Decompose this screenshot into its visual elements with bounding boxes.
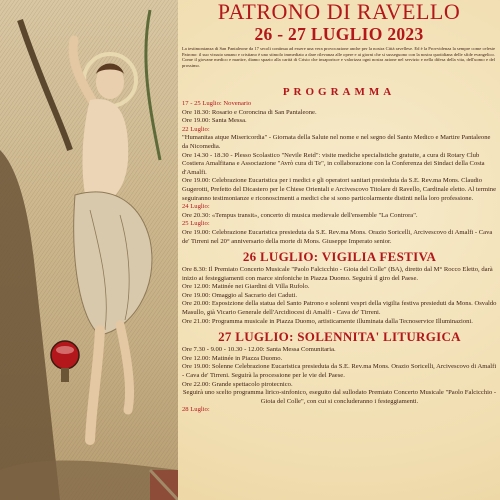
programma-heading: PROGRAMMA (282, 86, 396, 98)
vigilia-line: Ore 8.30: Il Premiato Concerto Musicale "Paolo Falcicchio - Gioia del Colle" (BA), diretto dal M° Rocco Eletto, darà inizio ai festeggiamenti con marce sinfoniche in Piazza Duomo. Seguirà il giro del Paese. (182, 266, 493, 282)
day22-line: "Humanitas atque Misericordia" - Giornata della Salute nel nome e nel segno del Santo Medico e Martire Pantaleone da Nicomedia. (182, 134, 491, 150)
closing-note: Seguirà uno scelto programma lirico-sinfonico, eseguito dal sullodato Premiato Concerto Musicale "Paolo Falcicchio - Gioia del Colle", con cui si concluderanno i festeggiamenti. (182, 389, 497, 405)
vigilia-line: Ore 20.00: Esposizione della statua del Santo Patrono e solenni vespri della vigilia festiva presieduti da Mons. Osvaldo Masullo, già Vicario Generale dell'Arcidiocesi di Amalfi - Cava de' Tirreni. (182, 300, 497, 317)
engraving-svg (0, 0, 178, 500)
vigilia-heading: 26 LUGLIO: VIGILIA FESTIVA (242, 249, 437, 265)
solennita-heading: 27 LUGLIO: SOLENNITA' LITURGICA (218, 329, 461, 345)
page-title: PATRONO DI RAVELLO (217, 0, 461, 24)
novenario-title: 17 - 25 Luglio: Novenario (182, 100, 252, 107)
day25-title: 25 Luglio: (182, 220, 210, 228)
solennita-line: Ore 12.00: Matinée in Piazza Duomo. (182, 354, 283, 362)
day22-title: 22 Luglio: (182, 125, 210, 133)
saint-pantaleone-engraving (0, 0, 178, 500)
day25-line: Ore 19.00: Celebrazione Eucaristica presieduta da S.E. Rev.ma Mons. Orazio Soricelli, Arcivescovo di Amalfi - Cava de' Tirreni nel 20° anniversario della morte di Mons. Giuseppe Imperato senior. (182, 228, 493, 245)
novenario-line: Ore 19.00: Santa Messa. (182, 117, 247, 125)
novenario-line: Ore 18.30: Rosario e Coroncina di San Pantaleone. (182, 108, 317, 116)
day24-line: Ore 20.30: «Tempus transit», concerto di musica medievale dell'ensemble "La Controra". (182, 211, 418, 219)
day28-title: 28 Luglio: (182, 406, 210, 414)
orb-icon (51, 341, 79, 369)
intro-text: La testimonianza di San Pantaleone da 17 secoli continua ad essere una vera provocazione anche per la nostra Città ravellese. Ed è la Provvidenza la sempre come celeste Patrono: il suo vissuto umano e cristiano è uno stimolo immediato a dare rilevanza alle opere e ai giorni che si susseguono con la nostra quotidiana delle sfide evangelico. Come il giovane medico e martire, diamo spazio alla carità di Cristo che insaporisce e valorizza ogni nostra azione nel servizio e nella difesa della vita, dell'uomo e del prossimo. (182, 46, 495, 68)
solennita-line: Ore 19.00: Solenne Celebrazione Eucaristica presieduta da S.E. Rev.ma Mons. Orazio Soricelli, Arcivescovo di Amalfi - Cava de' Tirreni. Seguirà la processione per le vie del Paese. (182, 363, 497, 380)
vigilia-line: Ore 19.00: Omaggio al Sacrario dei Caduti. (182, 291, 297, 299)
vigilia-line: Ore 12.00: Matinée nei Giardini di Villa Rufolo. (182, 283, 310, 291)
solennita-line: Ore 7.30 - 9.00 - 10.30 - 12.00: Santa Messa Comunitaria. (182, 346, 336, 354)
day22-line: Ore 14.30 - 18.30 - Plesso Scolastico "Nevile Reid": visite mediche specialistiche gratuite, a cura di Rotary Club Costiera Amalfitana e Associazione "Avrò cura di Te", in collaborazione con la Conferenza dei Sindaci della Costa d'Amalfi. (182, 151, 485, 176)
day24-title: 24 Luglio: (182, 203, 210, 211)
event-dates: 26 - 27 LUGLIO 2023 (254, 24, 424, 44)
day22-line: Ore 19.00: Celebrazione Eucaristica per i medici e gli operatori sanitari presieduta da S.E. Rev.ma Mons. Claudio Gugerotti, Prefetto del Dicastero per le Chiese Orientali e Arcivescovo Titolare di Ravello, Cardinale eletto. Al termine seguiranno testimonianze e riconoscimenti a medici che si sono particolarmente distinti nella loro professione. (182, 177, 497, 202)
program-content (182, 100, 497, 415)
vigilia-line: Ore 21.00: Programma musicale in Piazza Duomo, artisticamente illuminata dalla Tecnoservice Illuminazioni. (182, 317, 473, 325)
solennita-line: Ore 22.00: Grande spettacolo pirotecnico. (182, 380, 293, 388)
